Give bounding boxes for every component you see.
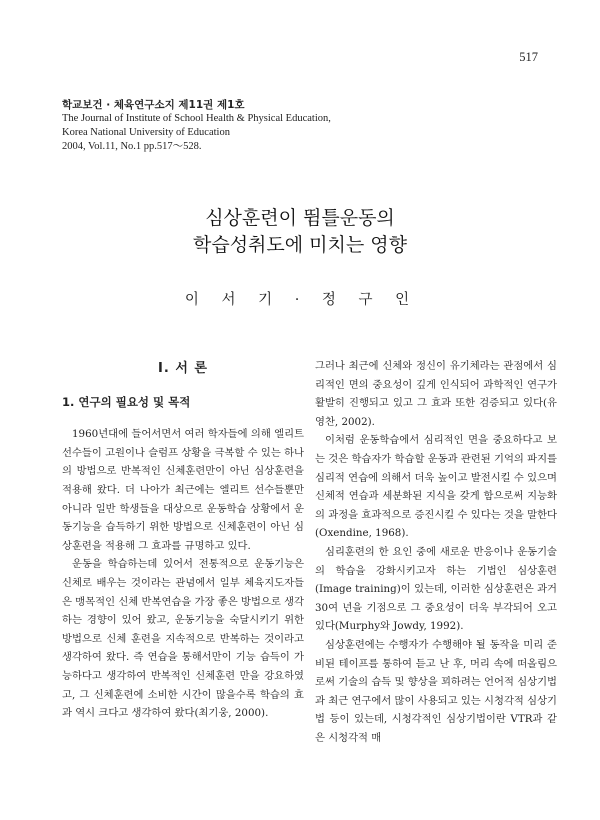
left-column xyxy=(62,360,304,723)
page-number: 517 xyxy=(519,50,538,64)
journal-info xyxy=(62,98,331,154)
journal-citation: 2004, Vol.11, No.1 pp.517～528. xyxy=(62,141,202,152)
body-paragraph: 심리훈련의 한 요인 중에 새로운 반응이나 운동기술의 학습을 강화시키고자 하는 기법인 심상훈련(Image training)이 있는데, 이러한 심상훈련은 과거 30여 년을 기점으로 그 중요성이 더욱 부각되어 오고 있다(Murphy와 Jowdy, 1992). xyxy=(315,545,557,633)
body-paragraph: 운동을 학습하는데 있어서 전통적으로 운동기능은 신체로 배우는 것이라는 관념에서 일부 체육지도자들은 맹목적인 신체 반복연습을 가장 좋은 방법으로 생각하는 경향이 있어 왔고, 운동기능을 숙달시키기 위한 방법으로 신체 훈련을 지속적으로 반복하는 것이라고 생각하여 왔다. 즉 연습을 통해서만이 기능 습득이 가능하다고 생각하여 반복적인 신체훈련 만을 강요하였고, 그 신체훈련에 소비한 시간이 많을수록 학습의 효과 역시 크다고 생각하여 왔다(최기웅, 2000). xyxy=(62,558,304,720)
body-paragraph: 그러나 최근에 신체와 정신이 유기체라는 관점에서 심리적인 면의 중요성이 깊게 인식되어 과학적인 연구가 활발히 진행되고 있고 그 효과 또한 검증되고 있다(유영찬, 2002). xyxy=(315,360,557,428)
subsection-heading: 1. 연구의 필요성 및 목적 xyxy=(62,394,191,409)
body-paragraph: 심상훈련에는 수행자가 수행해야 될 동작을 미리 준비된 테이프를 통하여 듣고 난 후, 머리 속에 떠올림으로써 기술의 습득 및 향상을 꾀하려는 언어적 심상기법과 최근 연구에서 많이 사용되고 있는 시청각적 심상기법 등이 있는데, 시청각적인 심상기법이란 VTR과 같은 시청각적 매 xyxy=(315,638,557,744)
section-heading-introduction: Ⅰ. 서 론 xyxy=(158,361,208,376)
body-paragraph: 1960년대에 들어서면서 여러 학자들에 의해 엘리트 선수들이 고원이나 슬럼프 상황을 극복할 수 있는 하나의 방법으로 반복적인 신체훈련만이 아닌 심상훈련을 적용해 왔다. 더 나아가 최근에는 엘리트 선수들뿐만 아니라 일반 학생들을 대상으로 운동학습 상황에서 운동기능을 습득하기 위한 방법으로 신체훈련이 아닌 심상훈련을 적용해 그 효과를 규명하고 있다. xyxy=(62,428,304,552)
journal-english-title-line1: The Journal of Institute of School Health & Physical Education, xyxy=(62,113,331,124)
paper-title-line2: 학습성취도에 미치는 영향 xyxy=(193,234,407,256)
right-column xyxy=(315,357,557,747)
paper-authors: 이 서 기 · 정 구 인 xyxy=(184,292,416,308)
paper-title-line1: 심상훈련이 뜀틀운동의 xyxy=(205,207,395,229)
paper-title xyxy=(0,205,600,259)
body-paragraph: 이처럼 운동학습에서 심리적인 면을 중요하다고 보는 것은 학습자가 학습할 운동과 관련된 기억의 파지를 심리적 연습에 의해서 더욱 높이고 발전시킬 수 있으며 신체적 연습과 세분화된 지식을 갖게 함으로써 지능화의 과정을 효과적으로 증진시킬 수 있다는 것을 말한다(Oxendine, 1968). xyxy=(315,434,557,540)
journal-english-title-line2: Korea National University of Education xyxy=(62,127,230,138)
journal-korean-title: 학교보건 · 체육연구소지 제11권 제1호 xyxy=(62,99,245,111)
